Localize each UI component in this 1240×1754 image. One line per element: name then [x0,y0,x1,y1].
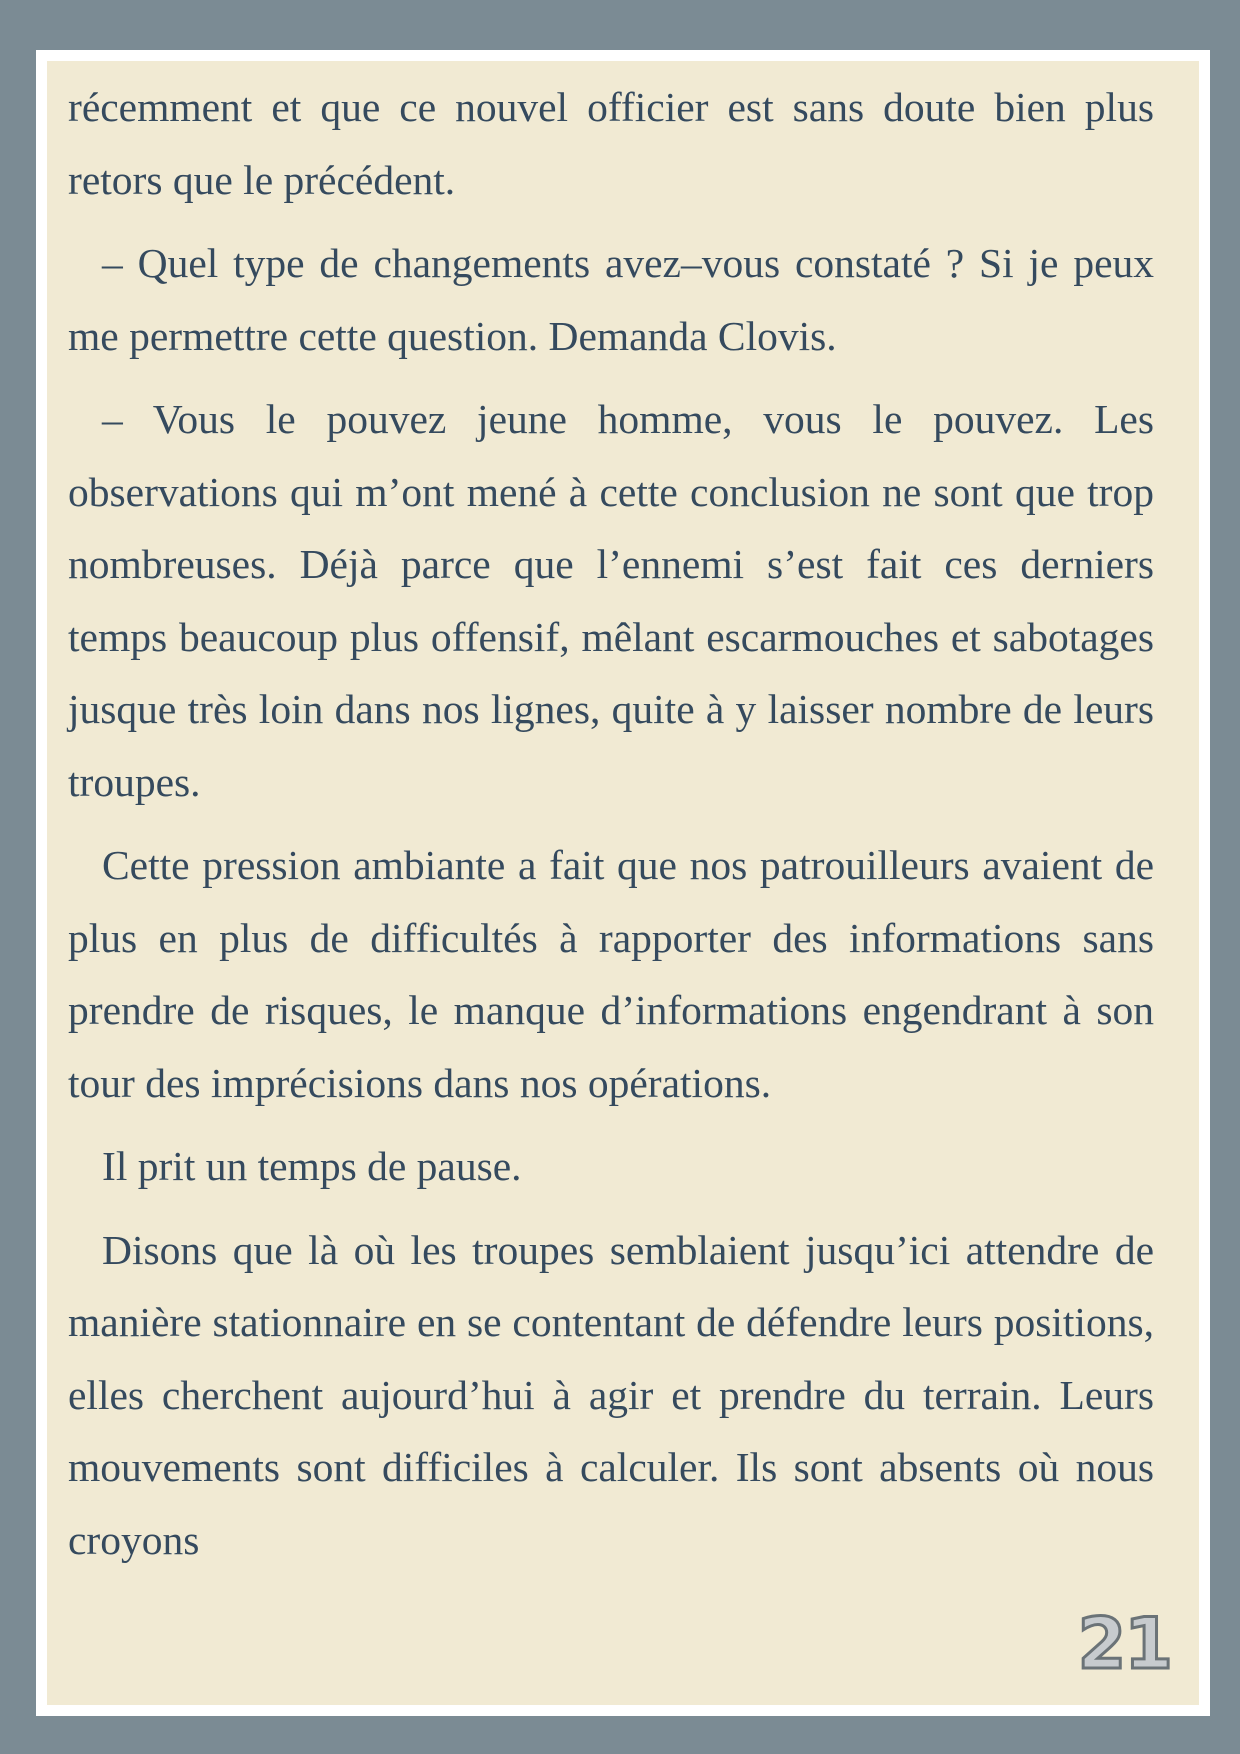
paragraph-4: Cette pression ambiante a fait que nos patrouilleurs avaient de plus en plus de difficultés à rapporter des informations sans prendre de risques, le manque d’informations engendrant à son tour des imprécisions dans nos opérations. [68,842,1154,1106]
body-text [68,71,1154,1587]
paragraph-5: Il prit un temps de pause. [102,1143,522,1189]
paragraph-6: Disons que là où les troupes semblaient jusqu’ici attendre de manière stationnaire en se contentant de défendre leurs positions, elles cherchent aujourd’hui à agir et prendre du terrain. Leurs mouvements sont difficiles à calculer. Ils sont absents où nous croyons [68,1226,1154,1563]
paragraph-2: – Quel type de changements avez–vous constaté ? Si je peux me permettre cette question. Demanda Clovis. [68,240,1154,359]
page-number: 21 [1077,1603,1171,1685]
paragraph-3: – Vous le pouvez jeune homme, vous le pouvez. Les observations qui m’ont mené à cette conclusion ne sont que trop nombreuses. Déjà parce que l’ennemi s’est fait ces derniers temps beaucoup plus offensif, mêlant escarmouches et sabotages jusque très loin dans nos lignes, quite à y laisser nombre de leurs troupes. [68,396,1154,805]
paragraph-1: récemment et que ce nouvel officier est sans doute bien plus retors que le précédent. [68,84,1154,203]
book-page [47,61,1199,1705]
